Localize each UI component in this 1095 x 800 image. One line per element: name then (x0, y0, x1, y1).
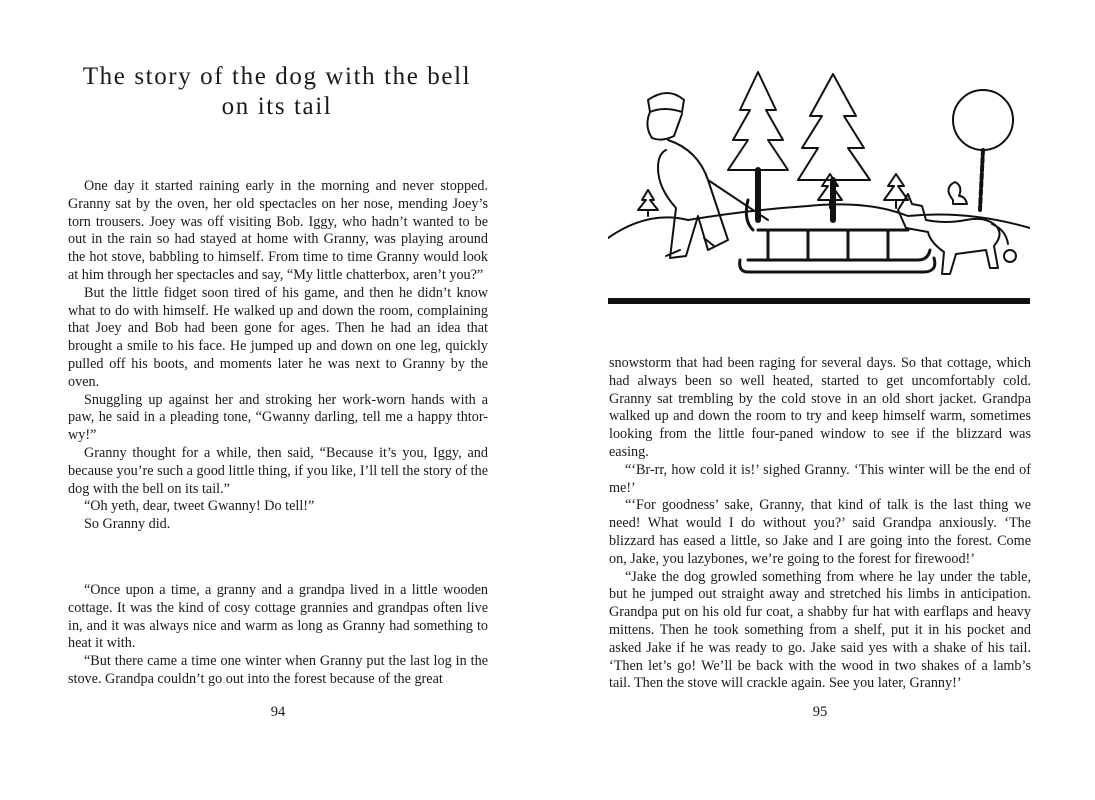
paragraph: “‘Br-rr, how cold it is!’ sighed Granny. ‘This winter will be the end of me!’ (609, 461, 1031, 496)
illustration-grandpa-dog-sled (608, 60, 1030, 322)
paragraph: “But there came a time one winter when Granny put the last log in the stove. Grandpa couldn’t go out into the forest because of the great (68, 653, 488, 687)
paragraph: snowstorm that had been raging for several days. So that cottage, which had always been so well heated, started to get uncomfortably cold. Granny sat trembling by the cold stove in an old short jacket. Grandpa walked up and down the room to try and keep himself warm, sometimes looking from the little four-paned window to see if the blizzard was easing. (609, 355, 1031, 460)
paragraph: Snuggling up against her and stroking her work-worn hands with a paw, he said in a pleading tone, “Gwanny darling, tell me a happy thtor-wy!” (68, 391, 488, 444)
paragraph: “‘For goodness’ sake, Granny, that kind of talk is the last thing we need! What would I do without you?’ said Grandpa anxiously. ‘The blizzard has eased a little, so Jake and I are going into the forest. Come on, Jake, you lazybones, we’re going to the forest for firewood!’ (609, 497, 1031, 567)
dog-icon (898, 194, 1000, 274)
paragraph: One day it started raining early in the morning and never stopped. Granny sat by the oven, her old spectacles on her nose, mending Joey’s torn trousers. Joey was off visiting Bob. Iggy, who hadn’t wanted to be out in the rain so had stayed at home with Granny, was playing around the hot stove, babbling to himself. From time to time Granny would look at him through her spectacles and say, “My little chatterbox, aren’t you?” (68, 178, 488, 283)
paragraph: Granny thought for a while, then said, “Because it’s you, Iggy, and because you’re such a good little thing, if you like, I’ll tell the story of the dog with the bell on its tail.” (68, 444, 488, 497)
chapter-title-line-1: The story of the dog with the bell (82, 63, 472, 90)
paragraph: “Jake the dog growled something from where he lay under the table, but he jumped out straight away and stretched his limbs in anticipation. Grandpa put on his old fur coat, a shabby fur hat with earflaps and heavy mittens. Then he took something from a shelf, put it in his pocket and asked Jake if he was ready to go. Jake said yes with a shake of his tail. ‘Then let’s go! We’ll be back with the wood in two shakes of a lamb’s tail. Then the stove will crackle again. See you later, Granny!’ (609, 568, 1031, 692)
paragraph: But the little fidget soon tired of his game, and then he didn’t know what to do with himself. He walked up and down the room, complaining that Joey and Bob had been gone for ages. Then he had an idea that brought a smile to his face. He jumped up and down on one leg, quickly pulled off his boots, and moments later he was next to Granny by the oven. (68, 284, 488, 390)
right-page (548, 0, 1095, 800)
grandpa-icon (647, 93, 728, 258)
small-tree-icon (638, 190, 658, 216)
story-text-part-2 (68, 582, 488, 689)
page-number: 95 (812, 704, 828, 720)
story-text-continued (609, 355, 1031, 693)
round-tree-icon (953, 90, 1013, 150)
bell-icon (1004, 250, 1016, 262)
small-tree-icon (884, 174, 908, 208)
chapter-title (66, 62, 488, 122)
paragraph: “Oh yeth, dear, tweet Gwanny! Do tell!” (84, 498, 315, 515)
paragraph: So Granny did. (84, 516, 171, 533)
squirrel-icon (948, 182, 967, 204)
paragraph: “Once upon a time, a granny and a grandpa lived in a little wooden cottage. It was the kind of cosy cottage grannies and grandpas often live in, and it was always nice and warm as long as Granny had something to heat it with. (68, 582, 488, 652)
page-number: 94 (270, 704, 286, 720)
left-page (0, 0, 547, 800)
story-text-part-1 (68, 178, 488, 534)
chapter-title-line-2: on its tail (221, 93, 333, 120)
